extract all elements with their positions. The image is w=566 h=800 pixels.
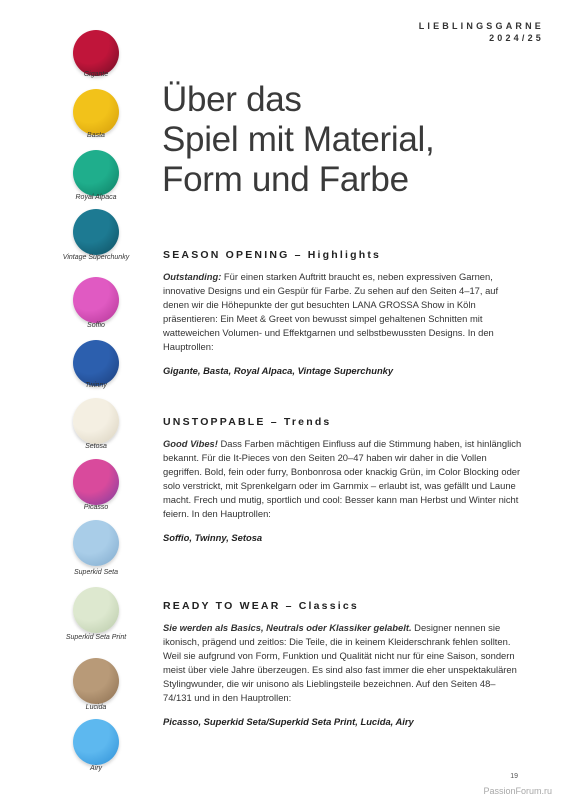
yarn-ball-image: [73, 719, 119, 765]
section-text: Dass Farben mächtigen Einfluss auf die Stimmung haben, ist hinlänglich bekannt. Für die It-Pieces von den Seiten 20–47 haben wir daher in die Vollen gegriffen. Bold, fein oder furry, Bonbonrosa oder knackig Grün, im Color Blocking oder solo verstrickt, mit Sprenkelgarn oder im Garnmix – erlaubt ist, was gefällt und Laune macht. Frech und mutig, sportlich und cool: Besser kann man Herbst und Winter nicht feiern. In den Hauptrollen:: [163, 438, 522, 519]
section-heading: READY TO WEAR – Classics: [163, 600, 359, 612]
section-lead: Sie werden als Basics, Neutrals oder Klassiker gelabelt.: [163, 622, 412, 633]
title-line-2: Spiel mit Material,: [162, 120, 435, 159]
section-lead: Outstanding:: [163, 271, 222, 282]
section-roles: Gigante, Basta, Royal Alpaca, Vintage Superchunky: [163, 365, 394, 376]
section-heading: SEASON OPENING – Highlights: [163, 249, 382, 261]
section-roles: Soffio, Twinny, Setosa: [163, 532, 263, 543]
header-line-2: 2024/25: [489, 33, 544, 43]
yarn-label: Vintage Superchunky: [62, 254, 130, 261]
section-text: Designer nennen sie ikonisch, prägend und zeitlos: Die Teile, die in keinem Kleiderschrank fehlen sollten. Weil sie aufgrund von Form, Funktion und Qualität nicht nur für eine Saison, sondern meist über viele Jahre überzeugen. Es sind also fast immer die eher unspektakulären Stylingwunder, die wir unisono als Lieblingsteile bezeichnen. Auf den Seiten 48–74/131 und in den Hauptrollen:: [163, 622, 517, 703]
yarn-label: Airy: [89, 765, 103, 772]
section-lead: Good Vibes!: [163, 438, 218, 449]
section-ready-to-wear: [163, 600, 523, 727]
yarn-ball-image: [73, 658, 119, 704]
yarn-ball-image: [73, 89, 119, 135]
yarn-ball-image: [73, 587, 119, 633]
title-line-3: Form und Farbe: [162, 160, 409, 199]
yarn-label: Basta: [87, 132, 105, 139]
yarn-ball-image: [73, 340, 119, 386]
section-body: [163, 437, 523, 521]
page-number: 19: [510, 773, 518, 780]
page-title: [162, 80, 542, 200]
yarn-label: Twinny: [85, 382, 107, 389]
section-season-opening: [163, 249, 523, 376]
yarn-label: Lucida: [85, 704, 107, 711]
section-roles: Picasso, Superkid Seta/Superkid Seta Print, Lucida, Airy: [163, 716, 414, 727]
watermark: PassionForum.ru: [483, 786, 552, 796]
yarn-label: Picasso: [83, 504, 109, 511]
header-line-1: LIEBLINGSGARNE: [418, 21, 544, 31]
yarn-ball-image: [73, 520, 119, 566]
section-body: [163, 621, 523, 705]
section-body: [163, 270, 523, 354]
title-line-1: Über das: [162, 80, 302, 119]
yarn-label: Royal Alpaca: [75, 194, 117, 201]
running-header: [419, 20, 544, 44]
yarn-ball-image: [73, 277, 119, 323]
yarn-label: Soffio: [87, 322, 105, 329]
section-text: Für einen starken Auftritt braucht es, neben expressiven Garnen, innovative Designs und ein Gespür für Farbe. Zu sehen auf den Seiten 4–17, auf denen wir die Höhepunkte der gut besuchten LANA GROSSA Show in Köln präsentieren: Ein Meet & Greet von bewusst simpel gehaltenen Schnitten mit watteweichen Volumen- und Effektgarnen und selbstbewussten Designs. In den Hauptrollen:: [163, 271, 499, 352]
yarn-label: Superkid Seta: [74, 569, 118, 576]
yarn-ball-image: [73, 459, 119, 505]
section-heading: UNSTOPPABLE – Trends: [163, 416, 332, 428]
yarn-ball-image: [73, 398, 119, 444]
yarn-ball-image: [73, 150, 119, 196]
yarn-label: Superkid Seta Print: [65, 634, 127, 641]
yarn-label: Setosa: [85, 443, 107, 450]
section-unstoppable: [163, 416, 523, 543]
yarn-ball-image: [73, 209, 119, 255]
yarn-label: Gigante: [83, 71, 109, 78]
